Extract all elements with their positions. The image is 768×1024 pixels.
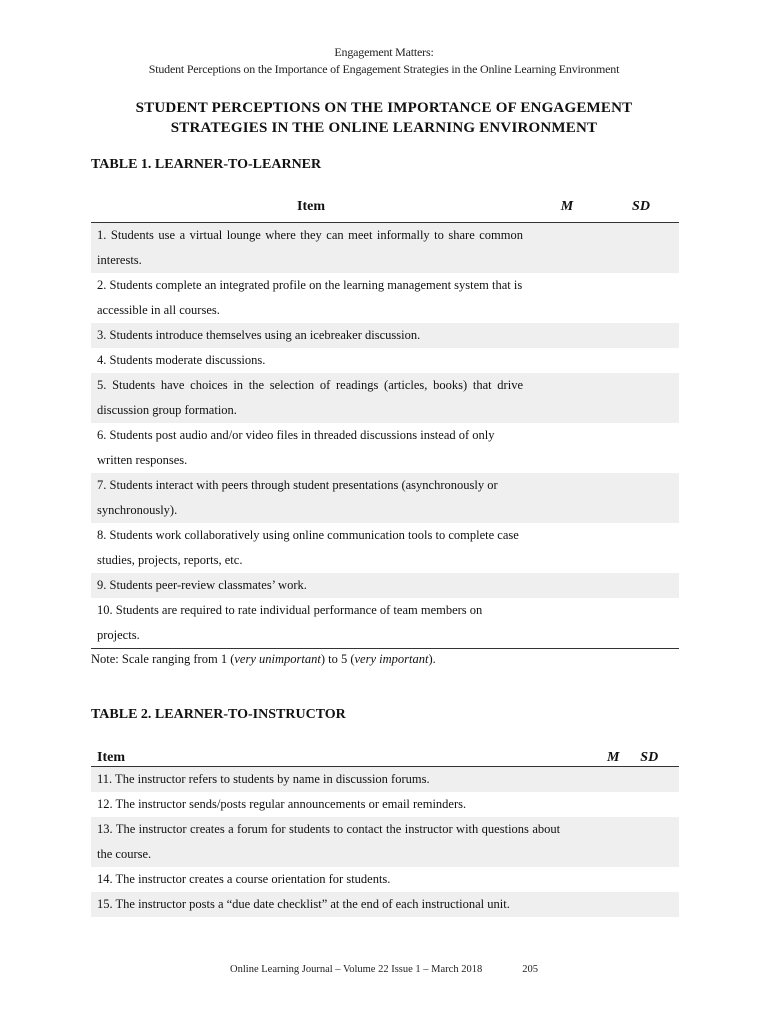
table-row: [91, 323, 679, 348]
table-row: [91, 598, 679, 649]
footer-journal: Online Learning Journal – Volume 22 Issue 1 – March 2018: [230, 964, 483, 975]
table-row: [91, 867, 679, 892]
table1-item-8: 8. Students work collaboratively using online communication tools to complete case studies, projects, reports, etc.: [97, 527, 519, 567]
table-row: [91, 222, 679, 273]
table2-item-11: 11. The instructor refers to students by name in discussion forums.: [91, 766, 560, 792]
table2-header-sd: SD: [620, 744, 680, 766]
table-row: [91, 573, 679, 598]
table-row: [91, 348, 679, 373]
table2-header-row: [91, 744, 679, 766]
table2-item-13: 13. The instructor creates a forum for students to contact the instructor with questions about the course.: [91, 817, 560, 867]
table-row: [91, 473, 679, 523]
table1-item-3: 3. Students introduce themselves using an icebreaker discussion.: [91, 323, 531, 348]
table1-header-sd: SD: [603, 193, 679, 222]
note-suffix: ).: [428, 652, 436, 666]
table-row: [91, 273, 679, 323]
page-title: [0, 98, 768, 138]
table2-header-item: Item: [91, 744, 560, 766]
note-middle: ) to 5 (: [320, 652, 355, 666]
page-number: 205: [522, 964, 538, 975]
table2-item-12: 12. The instructor sends/posts regular announcements or email reminders.: [97, 796, 467, 811]
table1-item-4: 4. Students moderate discussions.: [97, 352, 266, 367]
table1-item-5: 5. Students have choices in the selection of readings (articles, books) that drive discussion group formation.: [91, 373, 531, 423]
table1-header-row: [91, 193, 679, 222]
table1-header-m: M: [531, 193, 603, 222]
note-prefix: Note: Scale ranging from 1 (: [91, 652, 235, 666]
note-high: very important: [354, 652, 429, 666]
table1-heading: TABLE 1. LEARNER-TO-LEARNER: [91, 157, 322, 172]
note-low: very unimportant: [234, 652, 321, 666]
table2-item-15: 15. The instructor posts a “due date checklist” at the end of each instructional unit.: [91, 892, 560, 917]
page-title-line1: STUDENT PERCEPTIONS ON THE IMPORTANCE OF ENGAGEMENT: [135, 100, 633, 116]
table-row: [91, 892, 679, 917]
table1-item-7: 7. Students interact with peers through student presentations (asynchronously or synchronously).: [91, 473, 531, 523]
table1-item-10: 10. Students are required to rate individual performance of team members on projects.: [91, 598, 531, 649]
table2-heading: TABLE 2. LEARNER-TO-INSTRUCTOR: [91, 707, 346, 722]
page-footer: [0, 964, 768, 975]
running-head: [0, 44, 768, 78]
table-row: [91, 423, 679, 473]
table2: [91, 744, 679, 917]
page-title-line2: STRATEGIES IN THE ONLINE LEARNING ENVIRONMENT: [170, 120, 598, 136]
table-row: [91, 817, 679, 867]
table1: [91, 193, 679, 649]
table-row: [91, 766, 679, 792]
table2-item-14: 14. The instructor creates a course orientation for students.: [97, 871, 391, 886]
table-row: [91, 792, 679, 817]
table1-item-6: 6. Students post audio and/or video files in threaded discussions instead of only written responses.: [97, 427, 495, 467]
table-row: [91, 373, 679, 423]
running-head-line1: Engagement Matters:: [334, 45, 434, 59]
table1-note: [91, 651, 436, 668]
table1-item-2: 2. Students complete an integrated profile on the learning management system that is accessible in all courses.: [97, 277, 523, 317]
table-row: [91, 523, 679, 573]
table1-item-1: 1. Students use a virtual lounge where they can meet informally to share common interests.: [91, 222, 531, 273]
table2-header-m: M: [560, 744, 619, 766]
table1-header-item: Item: [91, 193, 531, 222]
table1-item-9: 9. Students peer-review classmates’ work.: [91, 573, 531, 598]
running-head-line2: Student Perceptions on the Importance of Engagement Strategies in the Online Learning Environment: [148, 62, 620, 76]
